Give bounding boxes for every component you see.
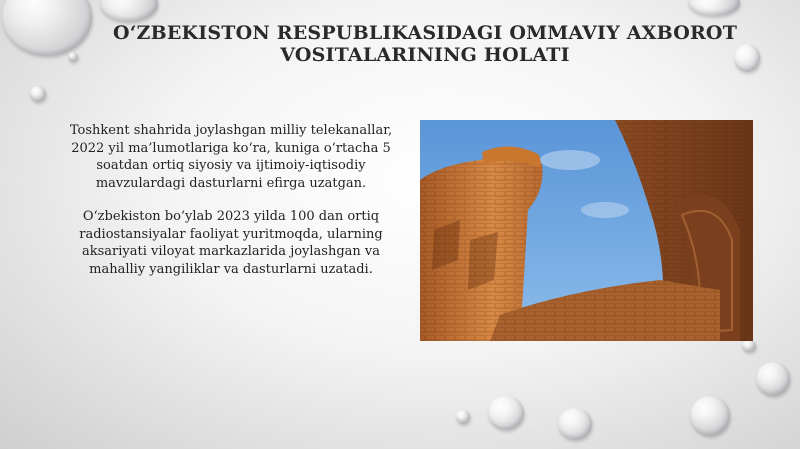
water-drop bbox=[742, 340, 756, 352]
water-drop bbox=[558, 408, 592, 440]
water-drop bbox=[456, 410, 470, 424]
minaret-illustration bbox=[420, 120, 753, 341]
water-drop bbox=[690, 396, 730, 436]
water-drop bbox=[100, 0, 158, 22]
water-drop bbox=[488, 396, 524, 430]
slide-title: O‘ZBEKISTON RESPUBLIKASIDAGI OMMAVIY AXBOROT VOSITALARINING HOLATI bbox=[112, 22, 738, 66]
paragraph-tv: Toshkent shahrida joylashgan milliy telekanallar, 2022 yil ma’lumotlariga ko‘ra, kuniga o‘rtacha 5 soatdan ortiq siyosiy va ijtimoiy-iqtisodiy mavzulardagi dasturlarni efirga uzatgan. bbox=[69, 123, 393, 191]
water-drop bbox=[756, 362, 790, 396]
paragraph-radio: O‘zbekiston bo‘ylab 2023 yilda 100 dan ortiq radiostansiyalar faoliyat yuritmoqda, ularning aksariyati viloyat markazlarida joylashgan va mahalliy yangiliklar va dasturlarni uzatadi. bbox=[79, 209, 383, 277]
body-text bbox=[52, 122, 410, 294]
water-drop bbox=[30, 86, 46, 102]
water-drop bbox=[688, 0, 740, 16]
architecture-photo bbox=[420, 120, 753, 341]
